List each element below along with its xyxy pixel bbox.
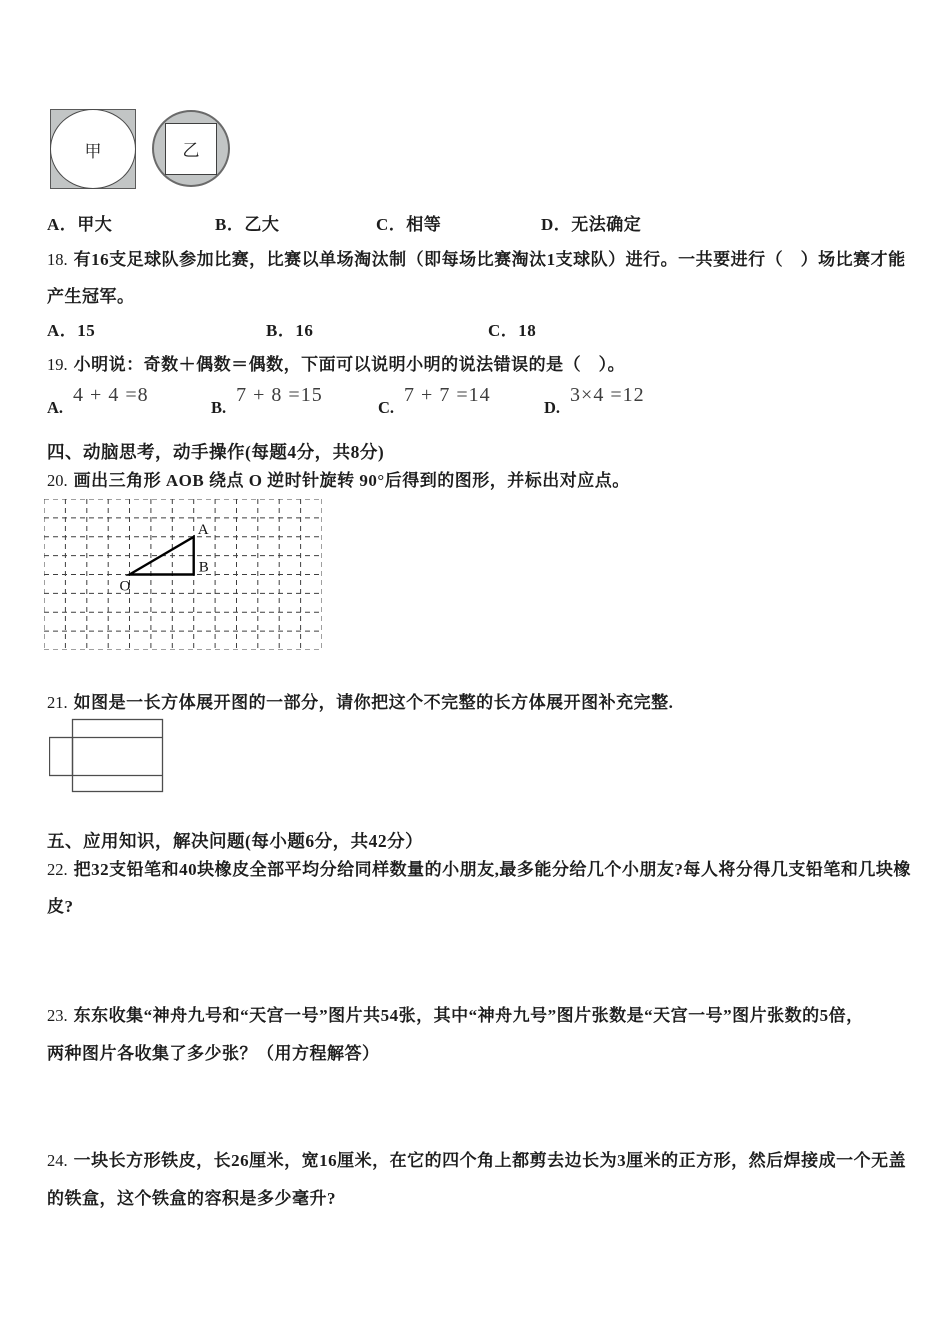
q18-line1: 18. 有16支足球队参加比赛，比赛以单场淘汰制（即每场比赛淘汰1支球队）进行。一共要进行（ ）场比赛才能	[47, 250, 906, 269]
unfold-main-rect	[73, 720, 163, 792]
q18-option-b: B．16	[266, 321, 314, 340]
q23-line2: 两种图片各收集了多少张？（用方程解答）	[47, 1044, 380, 1063]
q20-text: 20. 画出三角形 AOB 绕点 O 逆时针旋转 90°后得到的图形，并标出对应点。	[47, 471, 630, 490]
vertex-label-a: A	[197, 521, 209, 538]
figure-yi-circle-square	[152, 110, 230, 187]
vertex-label-o: O	[119, 578, 131, 595]
q19-option-d: D.3×4 =12	[544, 384, 645, 417]
q22-line1: 22. 把32支铅笔和40块橡皮全部平均分给同样数量的小朋友,最多能分给几个小朋友?每人将分得几支铅笔和几块橡	[47, 860, 911, 879]
q23-line1: 23. 东东收集“神舟九号和“天宫一号”图片共54张，其中“神舟九号”图片张数是“天宫一号”图片张数的5倍，	[47, 1006, 864, 1025]
q19-expr-c: 7 + 7 =14	[404, 384, 491, 406]
q19-option-b: B.7 + 8 =15	[211, 384, 323, 417]
q17-option-d: D．无法确定	[541, 215, 642, 234]
q22-line2: 皮?	[47, 897, 74, 916]
q17-option-a: A．甲大	[47, 215, 113, 234]
q18-option-c: C．18	[488, 321, 537, 340]
vertex-label-b: B	[198, 559, 209, 576]
q21-text: 21. 如图是一长方体展开图的一部分，请你把这个不完整的长方体展开图补充完整.	[47, 693, 674, 712]
q18-option-a: A．15	[47, 321, 96, 340]
q18-number: 18.	[47, 250, 68, 269]
section-5-heading: 五、应用知识，解决问题(每小题6分，共42分）	[47, 831, 424, 851]
jia-label: 甲	[84, 141, 102, 161]
q20-number: 20.	[47, 471, 68, 490]
triangle-aob	[130, 537, 194, 575]
q24-line2: 的铁盒，这个铁盒的容积是多少毫升?	[47, 1189, 336, 1208]
q17-option-b: B．乙大	[215, 215, 280, 234]
q19-option-a: A.4 + 4 =8	[47, 384, 149, 417]
q19-expr-d: 3×4 =12	[570, 384, 645, 406]
section-4-heading: 四、动脑思考，动手操作(每题4分，共8分)	[47, 442, 385, 462]
q22-number: 22.	[47, 860, 68, 879]
q24-line1: 24. 一块长方形铁皮，长26厘米，宽16厘米，在它的四个角上都剪去边长为3厘米的正方形，然后焊接成一个无盖	[47, 1151, 907, 1170]
q19-expr-a: 4 + 4 =8	[73, 384, 149, 406]
q23-number: 23.	[47, 1006, 68, 1025]
q18-line2: 产生冠军。	[47, 287, 135, 306]
q19-text: 19. 小明说：奇数＋偶数＝偶数，下面可以说明小明的说法错误的是（ ）。	[47, 355, 626, 374]
q17-option-c: C．相等	[376, 215, 442, 234]
yi-label: 乙	[182, 141, 200, 160]
q19-expr-b: 7 + 8 =15	[236, 384, 323, 406]
q24-number: 24.	[47, 1151, 68, 1170]
box-unfold-diagram	[49, 718, 165, 794]
rotation-grid-diagram	[44, 499, 322, 650]
q19-number: 19.	[47, 355, 68, 374]
unfold-side-rect	[50, 738, 73, 776]
q21-number: 21.	[47, 693, 68, 712]
q19-option-c: C.7 + 7 =14	[378, 384, 491, 417]
figure-jia-square-circle	[50, 109, 136, 189]
